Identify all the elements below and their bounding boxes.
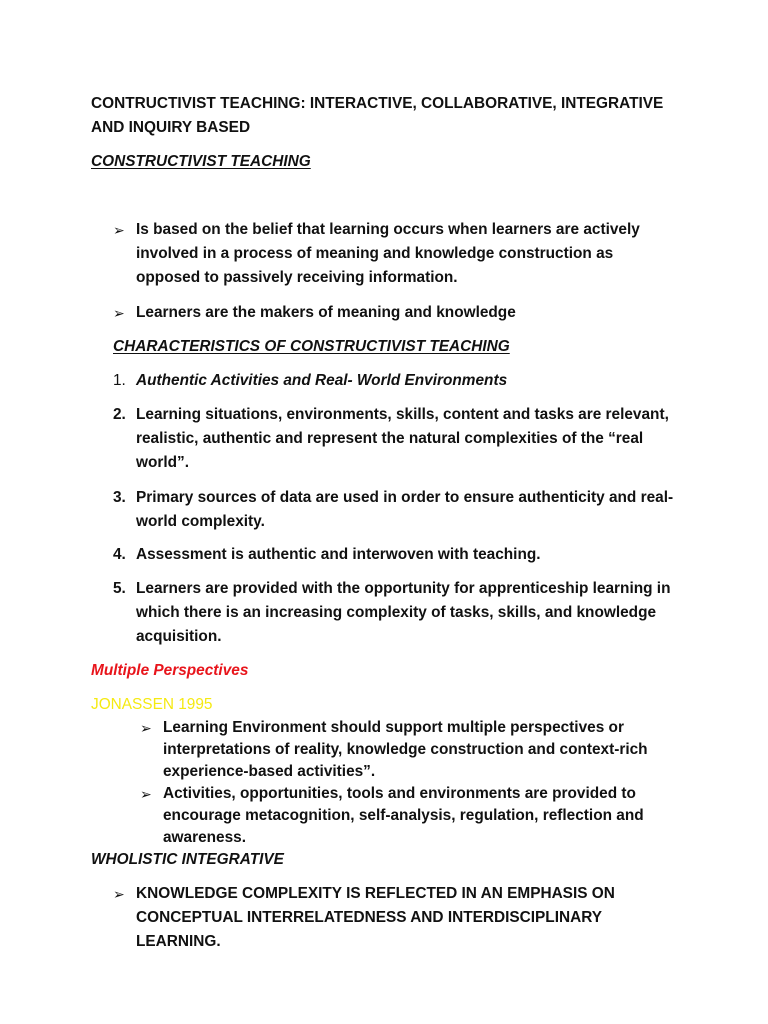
heading-wholistic-integrative: WHOLISTIC INTEGRATIVE: [91, 851, 284, 868]
wholistic-bullet-text: KNOWLEDGE COMPLEXITY IS REFLECTED IN AN EMPHASIS ON CONCEPTUAL INTERRELATEDNESS AND INTERDISCIPLINARY LEARNING.: [136, 885, 615, 950]
arrow-bullet-icon: ➢: [113, 886, 125, 902]
item-number: 1.: [113, 372, 126, 389]
item-text: Learning situations, environments, skills, content and tasks are relevant, realistic, authentic and represent the natural complexities of the “real world”.: [136, 406, 669, 471]
arrow-bullet-icon: ➢: [113, 305, 125, 321]
intro-bullet-text: Learners are the makers of meaning and knowledge: [136, 304, 516, 321]
heading-jonassen: JONASSEN 1995: [91, 696, 213, 713]
item-number: 4.: [113, 546, 126, 563]
jonassen-bullet: [140, 783, 680, 849]
numbered-item: [0, 543, 680, 567]
document-title: CONTRUCTIVIST TEACHING: INTERACTIVE, COLLABORATIVE, INTEGRATIVE AND INQUIRY BASED: [91, 95, 664, 136]
item-number: 3.: [113, 489, 126, 506]
arrow-bullet-icon: ➢: [140, 720, 152, 736]
item-text: Authentic Activities and Real- World Environments: [136, 372, 508, 389]
item-text: Primary sources of data are used in order to ensure authenticity and real-world complexity.: [136, 489, 674, 530]
item-number: 5.: [113, 580, 126, 597]
item-text: Assessment is authentic and interwoven with teaching.: [136, 546, 541, 563]
numbered-item: [0, 369, 680, 393]
jonassen-bullet-text: Learning Environment should support multiple perspectives or interpretations of reality, knowledge construction and context-rich experience-based activities”.: [163, 719, 648, 780]
numbered-item: [0, 577, 680, 649]
arrow-bullet-icon: ➢: [140, 786, 152, 802]
heading-multiple-perspectives: Multiple Perspectives: [91, 662, 249, 679]
wholistic-bullet: [113, 882, 673, 954]
item-text: Learners are provided with the opportunity for apprenticeship learning in which there is an increasing complexity of tasks, skills, and knowledge acquisition.: [136, 580, 671, 645]
heading-constructivist-teaching: CONSTRUCTIVIST TEACHING: [91, 153, 311, 170]
arrow-bullet-icon: ➢: [113, 222, 125, 238]
intro-bullet: [113, 218, 678, 290]
intro-bullet: [113, 301, 678, 325]
heading-characteristics: CHARACTERISTICS OF CONSTRUCTIVIST TEACHING: [113, 338, 510, 355]
item-number: 2.: [113, 406, 126, 423]
numbered-item: [0, 486, 680, 534]
numbered-item: [0, 403, 680, 475]
jonassen-bullet: [140, 717, 680, 783]
intro-bullet-text: Is based on the belief that learning occurs when learners are actively involved in a process of meaning and knowledge construction as opposed to passively receiving information.: [136, 221, 640, 286]
jonassen-bullet-text: Activities, opportunities, tools and environments are provided to encourage metacognition, self-analysis, regulation, reflection and awareness.: [163, 785, 644, 846]
